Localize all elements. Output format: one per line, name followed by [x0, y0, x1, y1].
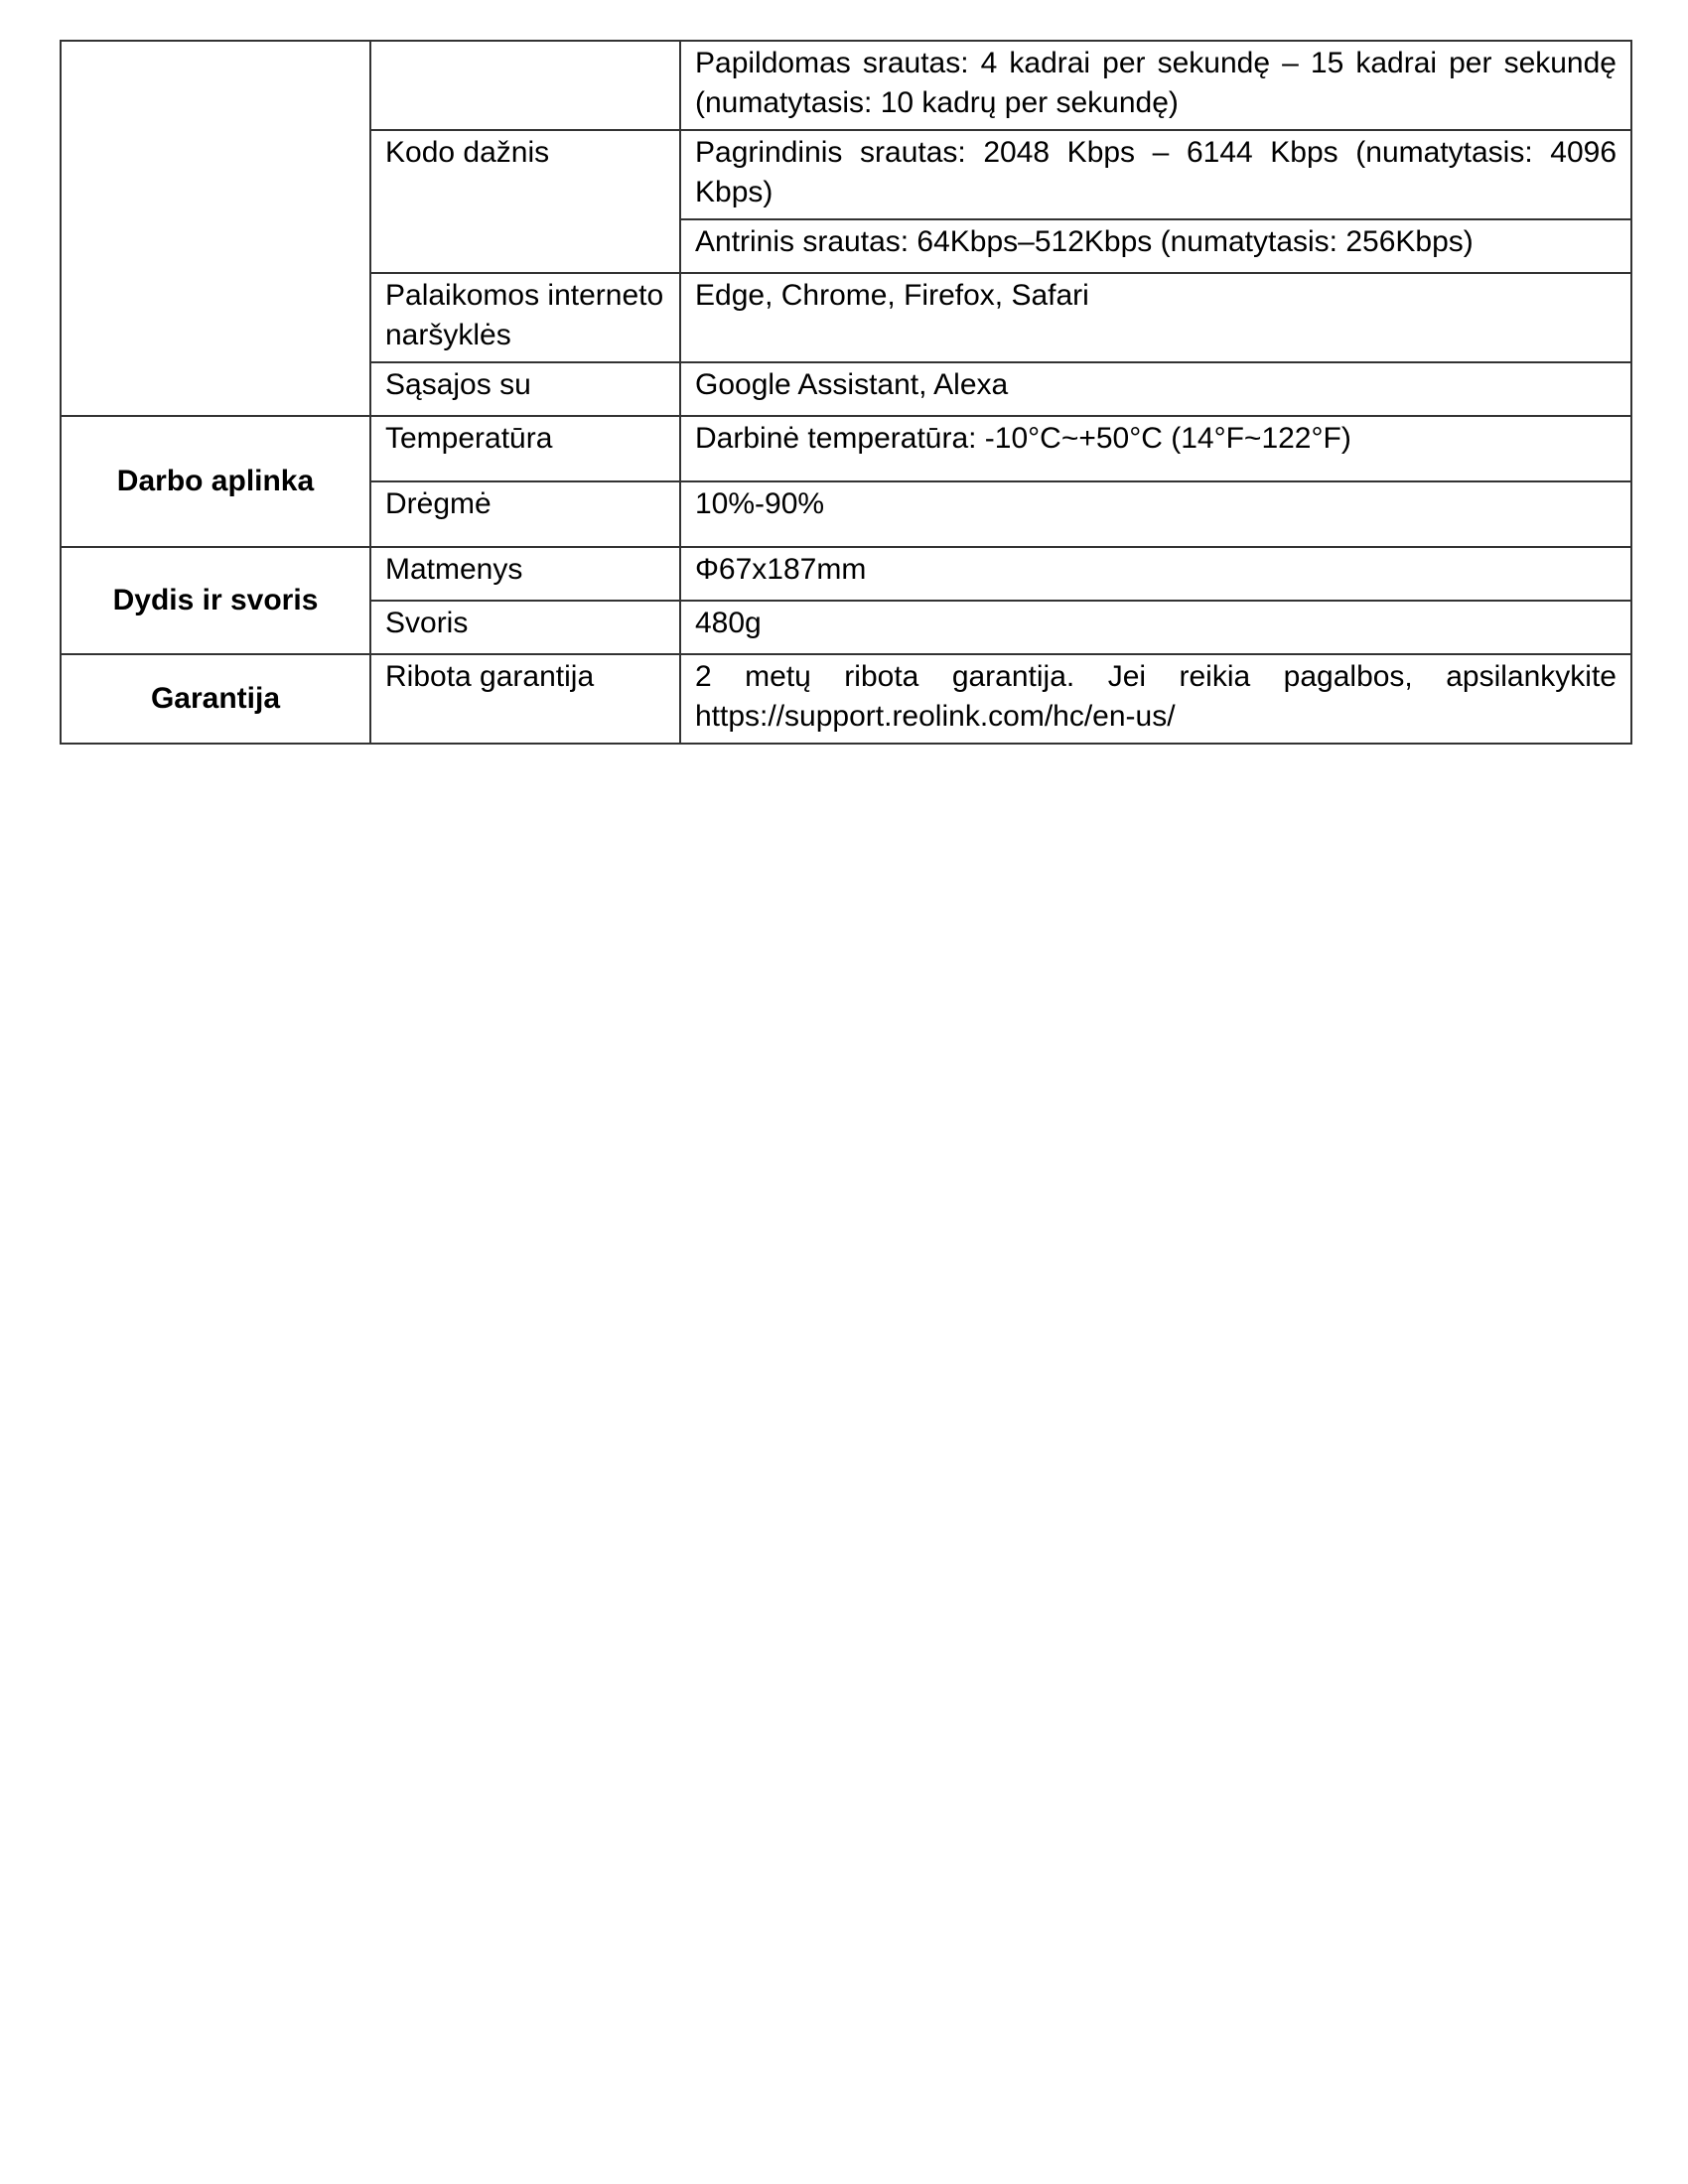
extra-stream-value: Papildomas srautas: 4 kadrai per sekundę – 15 kadrai per sekundę (numatytasis: 10 kadrų per sekundę): [680, 41, 1631, 130]
integrations-label: Sąsajos su: [370, 362, 680, 416]
dimensions-label: Matmenys: [370, 547, 680, 601]
spec-table: [60, 40, 1632, 745]
browsers-value: Edge, Chrome, Firefox, Safari: [680, 273, 1631, 362]
warranty-value: 2 metų ribota garantija. Jei reikia pagalbos, apsilankykite https://support.reolink.com/hc/en-us/: [680, 654, 1631, 744]
humidity-label: Drėgmė: [370, 481, 680, 547]
category-warranty: Garantija: [61, 654, 370, 744]
integrations-value: Google Assistant, Alexa: [680, 362, 1631, 416]
table-row: [61, 547, 1631, 601]
category-environment: Darbo aplinka: [61, 416, 370, 547]
subcategory-cell-empty: [370, 41, 680, 130]
weight-value: 480g: [680, 601, 1631, 654]
bitrate-main-value: Pagrindinis srautas: 2048 Kbps – 6144 Kbps (numatytasis: 4096 Kbps): [680, 130, 1631, 219]
temperature-label: Temperatūra: [370, 416, 680, 481]
bitrate-label: Kodo dažnis: [370, 130, 680, 273]
table-row: [61, 416, 1631, 481]
humidity-value: 10%-90%: [680, 481, 1631, 547]
bitrate-sub-value: Antrinis srautas: 64Kbps–512Kbps (numatytasis: 256Kbps): [680, 219, 1631, 273]
temperature-value: Darbinė temperatūra: -10°C~+50°C (14°F~122°F): [680, 416, 1631, 481]
warranty-label: Ribota garantija: [370, 654, 680, 744]
table-row: [61, 654, 1631, 744]
category-cell-empty: [61, 41, 370, 416]
dimensions-value: Φ67x187mm: [680, 547, 1631, 601]
weight-label: Svoris: [370, 601, 680, 654]
table-row: [61, 41, 1631, 130]
category-size-weight: Dydis ir svoris: [61, 547, 370, 654]
browsers-label: Palaikomos interneto naršyklės: [370, 273, 680, 362]
